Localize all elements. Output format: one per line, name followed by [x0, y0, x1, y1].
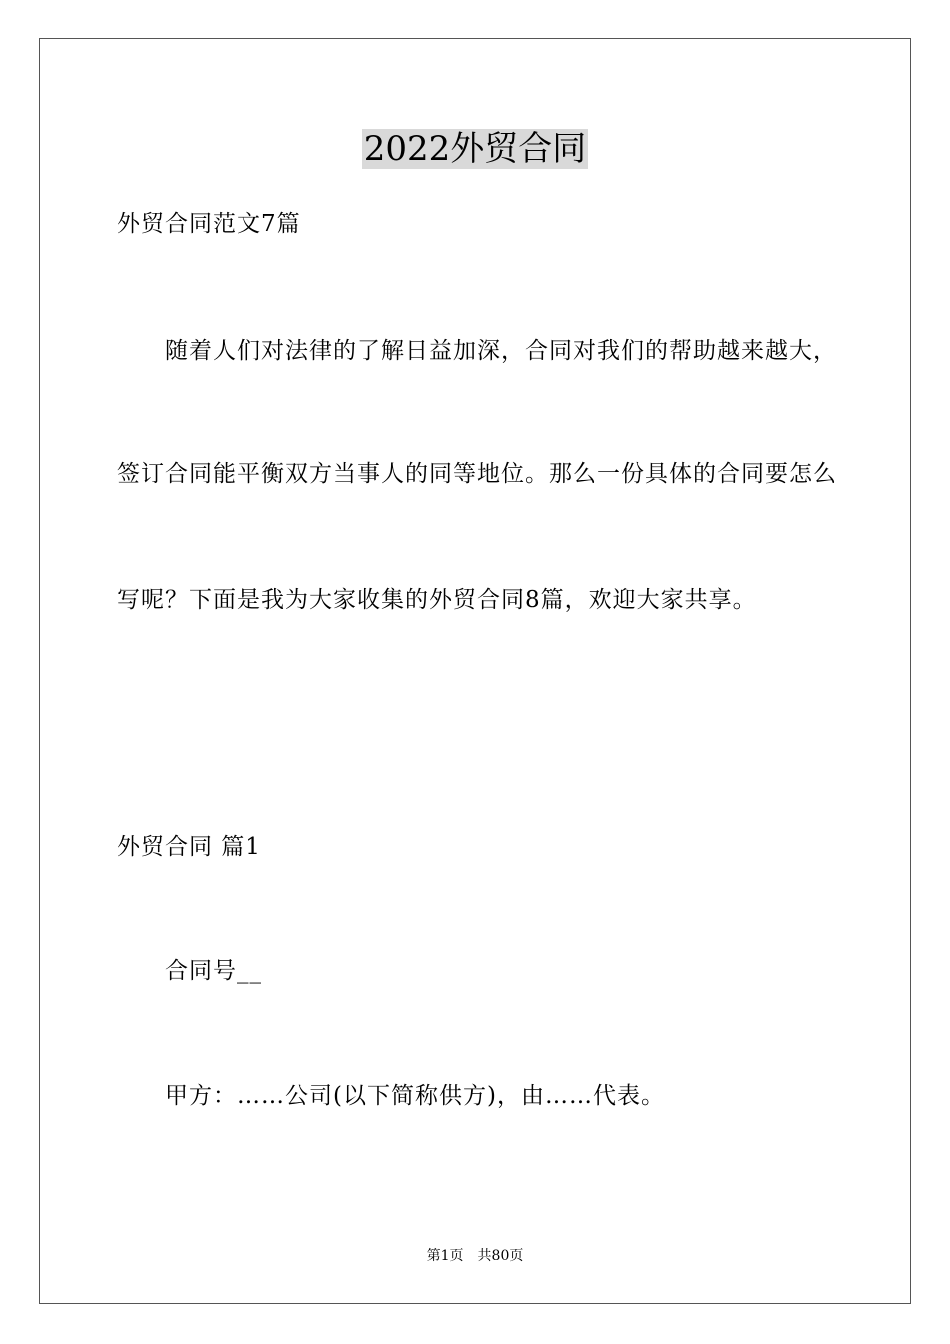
- section-heading: 外贸合同 篇1: [117, 834, 261, 860]
- document-title-text: 2022外贸合同: [363, 129, 587, 169]
- intro-line-3: 写呢？下面是我为大家收集的外贸合同8篇，欢迎大家共享。: [117, 587, 757, 613]
- contract-number: 合同号__: [165, 958, 262, 984]
- party-a-line: 甲方：……公司(以下简称供方)，由……代表。: [165, 1083, 665, 1109]
- intro-line-1: 随着人们对法律的了解日益加深，合同对我们的帮助越来越大，: [165, 338, 837, 364]
- intro-line-2: 签订合同能平衡双方当事人的同等地位。那么一份具体的合同要怎么: [117, 461, 837, 487]
- page-total: 共80页: [477, 1248, 524, 1264]
- page-footer: [0, 1246, 950, 1266]
- page-number: 第1页: [426, 1248, 464, 1264]
- document-subtitle: 外贸合同范文7篇: [117, 211, 301, 237]
- document-title: [0, 124, 950, 174]
